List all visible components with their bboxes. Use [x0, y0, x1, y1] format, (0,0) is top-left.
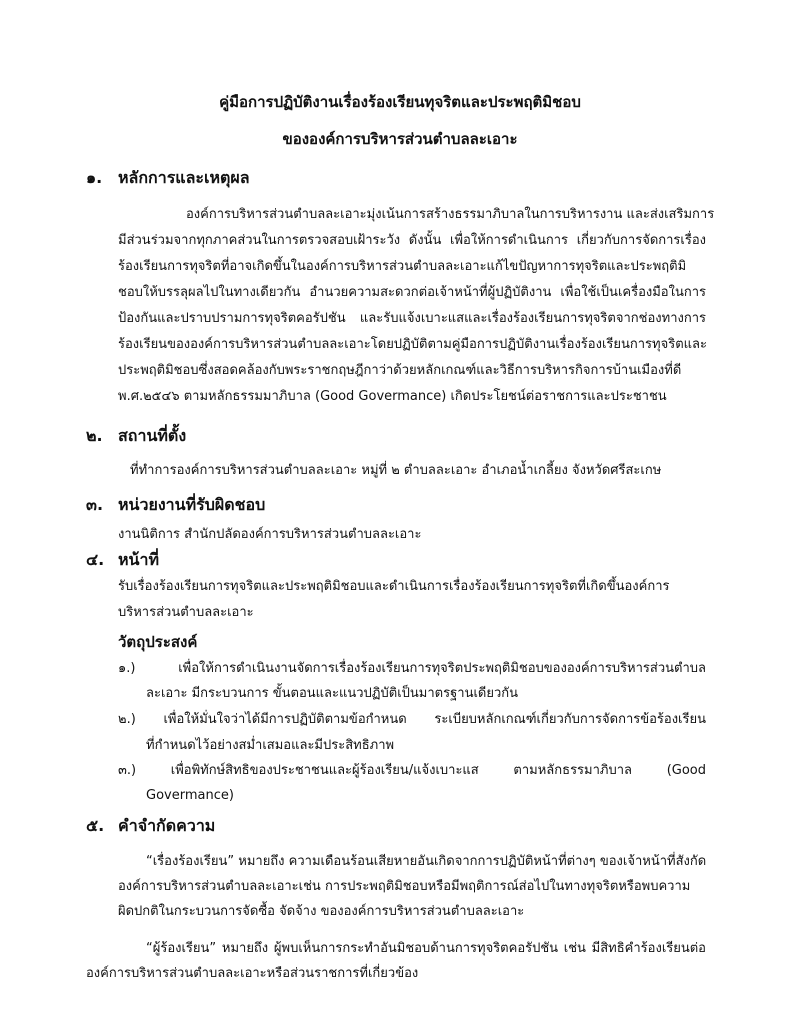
objective-line: ๑.) เพื่อให้การดำเนินงานจัดการเรื่องร้องเรียนการทุจริตประพฤติมิชอบขององค์การบริหารส่วนตำบล [118, 661, 706, 676]
section-4-line: รับเรื่องร้องเรียนการทุจริตและประพฤติมิชอบและดำเนินการเรื่องร้องเรียนการทุจริตที่เกิดขึ้นองค์การ [118, 579, 670, 594]
section-1-line: ประพฤติมิชอบซึ่งสอดคล้องกับพระราชกฤษฎีกาว่าด้วยหลักเกณฑ์และวิธีการบริหารกิจการบ้านเมืองที่ดี [118, 363, 682, 378]
section-1-line: ร้องเรียนขององค์การบริหารส่วนตำบลละเอาะโดยปฏิบัติตามคู่มือการปฏิบัติงานเรื่องร้องเรียนการทุจริตและ [118, 337, 707, 352]
section-5-line: “เรื่องร้องเรียน” หมายถึง ความเดือนร้อนเสียหายอันเกิดจากการปฏิบัติหน้าที่ต่างๆ ของเจ้าหน้าที่สังกัด [146, 854, 707, 869]
section-5-number: ๕. [86, 816, 105, 835]
section-4-title: หน้าที่ [118, 550, 160, 569]
section-1-number: ๑. [86, 168, 103, 187]
objective-line: ละเอาะ มีกระบวนการ ขั้นตอนและแนวปฏิบัติเป็นมาตรฐานเดียวกัน [146, 686, 519, 701]
section-5-line: องค์การบริหารส่วนตำบลละเอาะเช่น การประพฤติมิชอบหรือมีพฤติการณ์ส่อไปในทางทุจริตหรือพบความ [118, 879, 691, 894]
section-3-title: หน่วยงานที่รับผิดชอบ [118, 495, 266, 514]
section-2-line: ที่ทำการองค์การบริหารส่วนตำบลละเอาะ หมู่ที่ ๒ ตำบลละเอาะ อำเภอน้ำเกลี้ยง จังหวัดศรีสะเกษ [130, 463, 662, 478]
objective-line: ๒.) เพื่อให้มั่นใจว่าได้มีการปฏิบัติตามข้อกำหนด ระเบียบหลักเกณฑ์เกี่ยวกับการจัดการข้อร้องเรียน [118, 712, 706, 727]
objective-line: ๓.) เพื่อพิทักษ์สิทธิของประชาชนและผู้ร้องเรียน/แจ้งเบาะแส ตามหลักธรรมาภิบาล (Good [118, 763, 706, 778]
section-1-line: ร้องเรียนการทุจริตที่อาจเกิดขึ้นในองค์การบริหารส่วนตำบลละเอาะแก้ไขปัญหาการทุจริตและประพฤติมิ [118, 259, 687, 274]
section-5-heading [86, 814, 215, 839]
section-1-line: ป้องกันและปราบปรามการทุจริตคอรัปชัน และรับแจ้งเบาะแสและเรื่องร้องเรียนการทุจริตจากช่องทางการ [118, 311, 706, 326]
objectives-heading: วัตถุประสงค์ [118, 633, 198, 651]
section-3-number: ๓. [86, 495, 104, 514]
section-1-line: ชอบให้บรรลุผลไปในทางเดียวกัน อำนวยความสะดวกต่อเจ้าหน้าที่ผู้ปฏิบัติงาน เพื่อใช้เป็นเครื่องมือในการ [118, 285, 706, 300]
section-5-line: องค์การบริหารส่วนตำบลละเอาะหรือส่วนราชการที่เกี่ยวข้อง [86, 966, 419, 981]
section-1-line: พ.ศ.๒๕๔๖ ตามหลักธรรมมาภิบาล (Good Govermance) เกิดประโยชน์ต่อราชการและประชาชน [118, 389, 667, 404]
section-5-line: ผิดปกติในกระบวนการจัดซื้อ จัดจ้าง ขององค์การบริหารส่วนตำบลละเอาะ [118, 904, 525, 919]
section-2-heading [86, 424, 186, 449]
document-title-line1: คู่มือการปฏิบัติงานเรื่องร้องเรียนทุจริตและประพฤติมิชอบ [219, 93, 581, 111]
section-4-heading [86, 548, 159, 573]
section-4-number: ๔. [86, 550, 105, 569]
section-1-line: องค์การบริหารส่วนตำบลละเอาะมุ่งเน้นการสร้างธรรมาภิบาลในการบริหารงาน และส่งเสริมการ [186, 207, 715, 222]
objective-line: ที่กำหนดไว้อย่างสม่ำเสมอและมีประสิทธิภาพ [146, 738, 395, 753]
section-2-number: ๒. [86, 426, 103, 445]
section-1-heading [86, 166, 250, 191]
document-title-line2: ขององค์การบริหารส่วนตำบลละเอาะ [282, 130, 518, 148]
section-5-line: “ผู้ร้องเรียน” หมายถึง ผู้พบเห็นการกระทำอันมิชอบด้านการทุจริตคอรัปชัน เช่น มีสิทธิคำร้องเรียนต่อ [146, 941, 706, 956]
section-1-line: มีส่วนร่วมจากทุกภาคส่วนในการตรวจสอบเฝ้าระวัง ดังนั้น เพื่อให้การดำเนินการ เกี่ยวกับการจัดการเรื่อง [118, 233, 706, 248]
section-3-heading [86, 493, 265, 518]
section-4-line: บริหารส่วนตำบลละเอาะ [118, 605, 254, 620]
section-1-title: หลักการและเหตุผล [118, 168, 250, 187]
objective-line: Govermance) [146, 788, 234, 803]
section-3-line: งานนิติการ สำนักปลัดองค์การบริหารส่วนตำบลละเอาะ [118, 527, 422, 542]
section-5-title: คำจำกัดความ [118, 816, 216, 835]
section-2-title: สถานที่ตั้ง [118, 426, 187, 445]
